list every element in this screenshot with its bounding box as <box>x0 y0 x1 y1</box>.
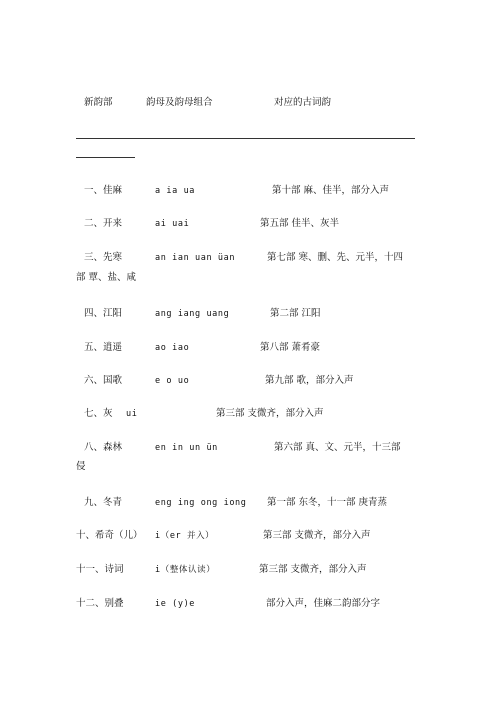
row-finals: en in un ün <box>155 443 218 453</box>
row-name: 一、佳麻 <box>84 185 123 196</box>
row-name: 十一、诗词 <box>76 564 124 575</box>
row-ancient: 第一部 东冬，十一部 庚青蒸 <box>267 497 388 508</box>
row-name: 六、国歌 <box>84 375 123 386</box>
row-name: 九、冬青 <box>84 497 123 508</box>
row-finals: a ia ua <box>155 186 196 196</box>
row-ancient: 第三部 支微齐，部分入声 <box>263 530 371 541</box>
row-name: 三、先寒 <box>84 252 123 263</box>
row-finals: ui <box>126 409 138 419</box>
header-rule-long <box>76 138 415 139</box>
row-ancient: 第二部 江阳 <box>270 308 321 319</box>
row-name: 七、灰 <box>84 408 113 419</box>
row-finals: ai uai <box>155 219 190 229</box>
row-ancient: 部分入声，佳麻二韵部分字 <box>266 598 381 609</box>
row-name: 四、江阳 <box>84 308 123 319</box>
row-name: 十、希奇（儿） <box>76 530 143 541</box>
row-ancient: 第七部 寒、删、先、元半，十四 <box>267 252 404 263</box>
row-finals: ie (y)e <box>155 599 196 609</box>
row-name: 五、逍遥 <box>84 342 123 353</box>
row-name: 十二、别叠 <box>76 598 124 609</box>
row-finals: i（整体认读） <box>155 565 216 575</box>
row-ancient: 第八部 萧肴豪 <box>260 342 321 353</box>
row-name: 八、森林 <box>84 442 123 453</box>
row-ancient: 第九部 歌，部分入声 <box>265 375 354 386</box>
header-col-finals: 韵母及韵母组合 <box>146 97 213 108</box>
row-finals: an ian uan üan <box>155 253 236 263</box>
row-ancient-continuation: 侵 <box>76 461 86 472</box>
row-ancient: 第三部 支微齐，部分入声 <box>259 564 367 575</box>
row-finals: ang iang uang <box>155 309 230 319</box>
row-ancient: 第六部 真、文、元半，十三部 <box>274 442 401 453</box>
header-col-new-rhyme: 新韵部 <box>84 97 113 108</box>
row-ancient-continuation: 部 覃、盐、咸 <box>76 272 137 283</box>
row-ancient: 第三部 支微齐，部分入声 <box>216 408 324 419</box>
row-finals: i（er 并入） <box>155 531 215 541</box>
row-ancient: 第五部 佳半、灰半 <box>260 218 340 229</box>
header-rule-short <box>76 157 135 158</box>
row-name: 二、开来 <box>84 218 123 229</box>
row-finals: ao iao <box>155 343 190 353</box>
row-finals: e o uo <box>155 376 190 386</box>
row-finals: eng ing ong iong <box>155 498 247 508</box>
row-ancient: 第十部 麻、佳半，部分入声 <box>272 185 390 196</box>
header-col-ancient-rhyme: 对应的古词韵 <box>274 97 332 108</box>
